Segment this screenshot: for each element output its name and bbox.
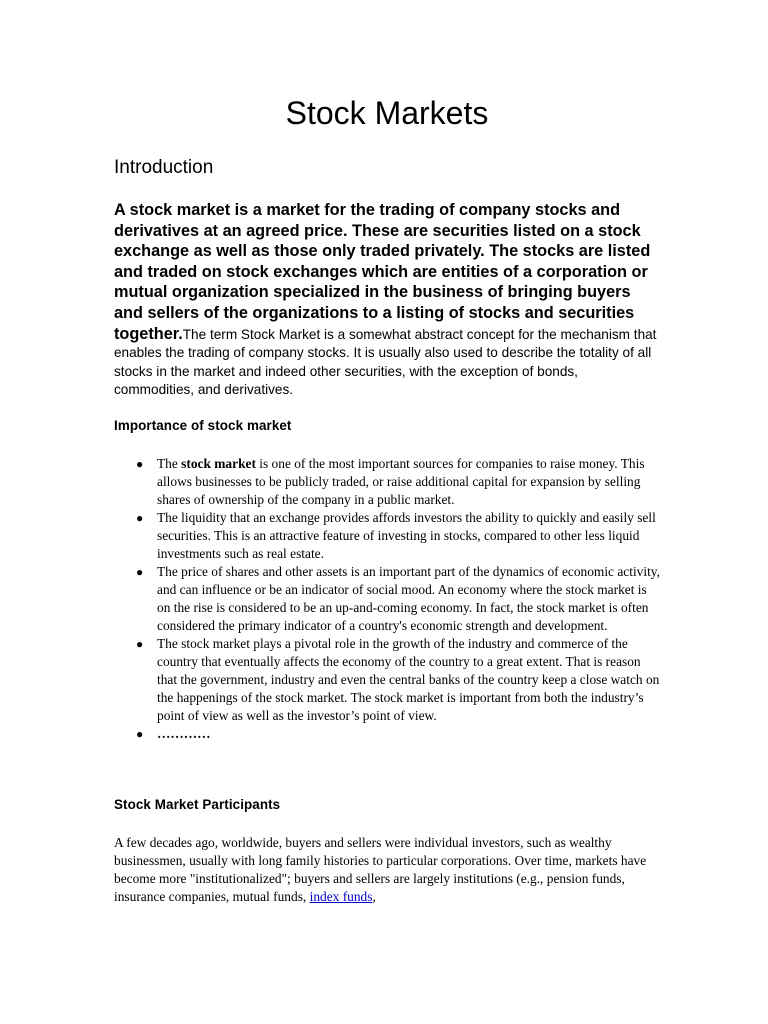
- introduction-bold-text: A stock market is a market for the trading of company stocks and derivatives at an agreed price. These are securities listed on a stock exchange as well as those only traded privately. The stocks are listed and traded on stock exchanges which are entities of a corporation or mutual organization specialized in the business of bringing buyers and sellers of the organizations to a listing of stocks and securities together.: [114, 201, 651, 343]
- bullet-icon: ●: [136, 637, 144, 651]
- page-title: Stock Markets: [285, 95, 489, 131]
- bullet-icon: ●: [136, 457, 144, 471]
- list-item: [114, 635, 660, 725]
- participants-heading: Stock Market Participants: [114, 797, 281, 812]
- introduction-paragraph: [114, 200, 660, 400]
- bullet-icon: ●: [136, 727, 144, 741]
- list-item-text: The liquidity that an exchange provides affords investors the ability to quickly and easily sell securities. This is an attractive feature of investing in stocks, compared to other less liquid investments such as real estate.: [157, 510, 656, 561]
- bullet-icon: ●: [136, 565, 144, 579]
- list-item-text: The price of shares and other assets is an important part of the dynamics of economic activity, and can influence or be an indicator of social mood. An economy where the stock market is on the rise is considered to be an up-and-coming economy. In fact, the stock market is often considered the primary indicator of a country's economic strength and development.: [157, 564, 660, 633]
- list-item-text: is one of the most important sources for companies to raise money. This allows businesses to be publicly traded, or raise additional capital for expansion by selling shares of ownership of the company in a public market.: [157, 456, 645, 507]
- list-item-bold: stock market: [181, 456, 256, 471]
- participants-paragraph: [114, 834, 660, 906]
- importance-list: [114, 455, 660, 743]
- list-item: [114, 455, 660, 509]
- participants-tail: ,: [372, 889, 376, 904]
- list-item: [114, 563, 660, 635]
- list-item-text: The stock market plays a pivotal role in the growth of the industry and commerce of the country that eventually affects the economy of the country to a great extent. That is reason that the government, industry and even the central banks of the country keep a close watch on the happenings of the stock market. The stock market is important from both the industry’s point of view as well as the investor’s point of view.: [157, 636, 660, 723]
- index-funds-link[interactable]: index funds: [309, 889, 373, 904]
- importance-heading: Importance of stock market: [114, 418, 292, 433]
- participants-text: A few decades ago, worldwide, buyers and sellers were individual investors, such as wealthy businessmen, usually with long family histories to particular corporations. Over time, markets have become more "institutionalized"; buyers and sellers are largely institutions (e.g., pension funds, insurance companies, mutual funds,: [114, 835, 647, 904]
- introduction-heading: Introduction: [114, 157, 214, 178]
- introduction-normal-text: The term Stock Market is a somewhat abstract concept for the mechanism that enables the trading of company stocks. It is usually also used to describe the totality of all stocks in the market and indeed other securities, with the exception of bonds, commodities, and derivatives.: [114, 326, 657, 398]
- list-item: [114, 725, 660, 743]
- list-item: [114, 509, 660, 563]
- list-item-ellipsis: …………: [157, 726, 211, 741]
- bullet-icon: ●: [136, 511, 144, 525]
- list-item-pre: The: [157, 456, 182, 471]
